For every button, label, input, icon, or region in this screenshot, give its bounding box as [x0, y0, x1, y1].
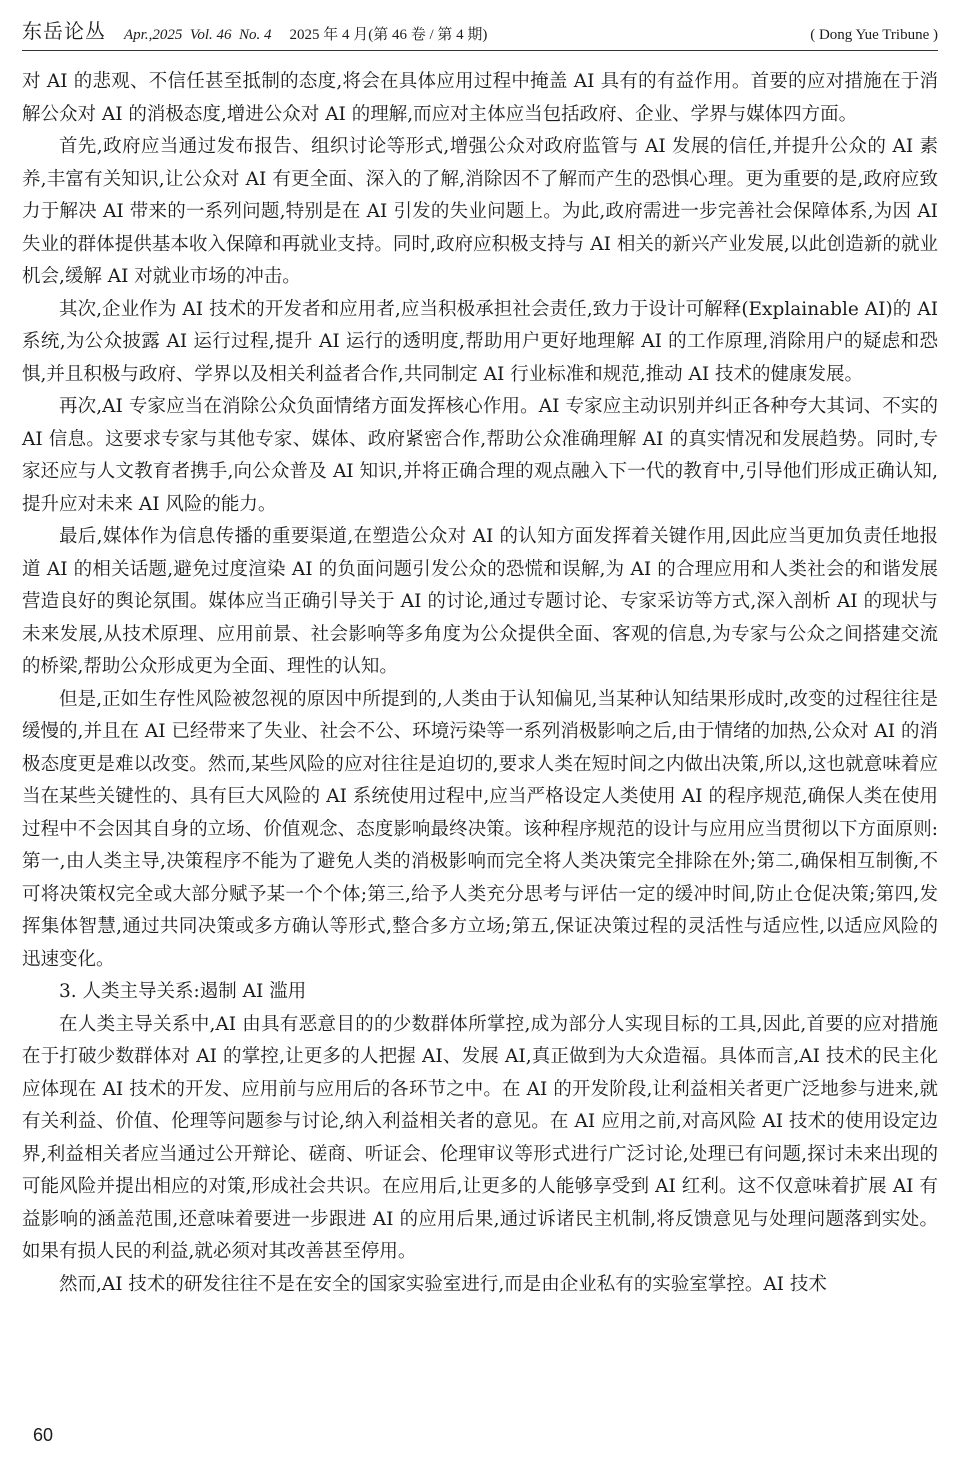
article-body — [22, 66, 938, 1301]
journal-name: 东岳论丛 — [22, 21, 106, 43]
issue-info-cn: 2025 年 4 月(第 46 卷 / 第 4 期) — [289, 27, 488, 43]
body-paragraph: 但是,正如生存性风险被忽视的原因中所提到的,人类由于认知偏见,当某种认知结果形成时,改变的过程往往是缓慢的,并且在 AI 已经带来了失业、社会不公、环境污染等一系列消极影响之后,由于情绪的加热,公众对 AI 的消极态度更是难以改变。然而,某些风险的应对往往是迫切的,要求人类在短时间之内做出决策,所以,这也就意味着应当在某些关键性的、具有巨大风险的 AI 系统使用过程中,应当严格设定人类使用 AI 的程序规范,确保人类在使用过程中不会因其自身的立场、价值观念、态度影响最终决策。该种程序规范的设计与应用应当贯彻以下方面原则:第一,由人类主导,决策程序不能为了避免人类的消极影响而完全将人类决策完全排除在外;第二,确保相互制衡,不可将决策权完全或大部分赋予某一个个体;第三,给予人类充分思考与评估一定的缓冲时间,防止仓促决策;第四,发挥集体智慧,通过共同决策或多方确认等形式,整合多方立场;第五,保证决策过程的灵活性与适应性,以适应风险的迅速变化。 — [22, 688, 938, 970]
body-paragraph: 在人类主导关系中,AI 由具有恶意目的的少数群体所掌控,成为部分人实现目标的工具,因此,首要的应对措施在于打破少数群体对 AI 的掌控,让更多的人把握 AI、发展 AI,真正做到为大众造福。具体而言,AI 技术的民主化应体现在 AI 技术的开发、应用前与应用后的各环节之中。在 AI 的开发阶段,让利益相关者更广泛地参与进来,就有关利益、价值、伦理等问题参与讨论,纳入利益相关者的意见。在 AI 应用之前,对高风险 AI 技术的使用设定边界,利益相关者应当通过公开辩论、磋商、听证会、伦理审议等形式进行广泛讨论,处理已有问题,探讨未来出现的可能风险并提出相应的对策,形成社会共识。在应用后,让更多的人能够享受到 AI 红利。这不仅意味着扩展 AI 有益影响的涵盖范围,还意味着要进一步跟进 AI 的应用后果,通过诉诸民主机制,将反馈意见与处理问题落到实处。如果有损人民的利益,就必须对其改善甚至停用。 — [22, 1013, 938, 1262]
issue-info-en: Apr.,2025 Vol. 46 No. 4 — [124, 27, 272, 43]
body-paragraph: 然而,AI 技术的研发往往不是在安全的国家实验室进行,而是由企业私有的实验室掌控。AI 技术 — [59, 1273, 827, 1295]
running-header — [22, 16, 938, 51]
page-number: 60 — [33, 1425, 54, 1445]
body-paragraph: 最后,媒体作为信息传播的重要渠道,在塑造公众对 AI 的认知方面发挥着关键作用,因此应当更加负责任地报道 AI 的相关话题,避免过度渲染 AI 的负面问题引发公众的恐慌和误解,为 AI 的合理应用和人类社会的和谐发展营造良好的舆论氛围。媒体应当正确引导关于 AI 的讨论,通过专题讨论、专家采访等方式,深入剖析 AI 的现状与未来发展,从技术原理、应用前景、社会影响等多角度为公众提供全面、客观的信息,为专家与公众之间搭建交流的桥梁,帮助公众形成更为全面、理性的认知。 — [22, 526, 938, 677]
body-paragraph: 首先,政府应当通过发布报告、组织讨论等形式,增强公众对政府监管与 AI 发展的信任,并提升公众的 AI 素养,丰富有关知识,让公众对 AI 有更全面、深入的了解,消除因不了解而产生的恐惧心理。更为重要的是,政府应致力于解决 AI 带来的一系列问题,特别是在 AI 引发的失业问题上。为此,政府需进一步完善社会保障体系,为因 AI 失业的群体提供基本收入保障和再就业支持。同时,政府应积极支持与 AI 相关的新兴产业发展,以此创造新的就业机会,缓解 AI 对就业市场的冲击。 — [22, 136, 938, 287]
section-heading: 3. 人类主导关系:遏制 AI 滥用 — [59, 981, 307, 1002]
journal-name-en: ( Dong Yue Tribune ) — [810, 27, 938, 43]
body-paragraph: 其次,企业作为 AI 技术的开发者和应用者,应当积极承担社会责任,致力于设计可解释(Explainable AI)的 AI 系统,为公众披露 AI 运行过程,提升 AI 运行的透明度,帮助用户更好地理解 AI 的工作原理,消除用户的疑虑和恐惧,并且积极与政府、学界以及相关利益者合作,共同制定 AI 行业标准和规范,推动 AI 技术的健康发展。 — [22, 298, 938, 385]
body-paragraph: 再次,AI 专家应当在消除公众负面情绪方面发挥核心作用。AI 专家应主动识别并纠正各种夸大其词、不实的 AI 信息。这要求专家与其他专家、媒体、政府紧密合作,帮助公众准确理解 AI 的真实情况和发展趋势。同时,专家还应与人文教育者携手,向公众普及 AI 知识,并将正确合理的观点融入下一代的教育中,引导他们形成正确认知,提升应对未来 AI 风险的能力。 — [22, 396, 938, 515]
body-paragraph: 对 AI 的悲观、不信任甚至抵制的态度,将会在具体应用过程中掩盖 AI 具有的有益作用。首要的应对措施在于消解公众对 AI 的消极态度,增进公众对 AI 的理解,而应对主体应当包括政府、企业、学界与媒体四方面。 — [22, 71, 938, 125]
